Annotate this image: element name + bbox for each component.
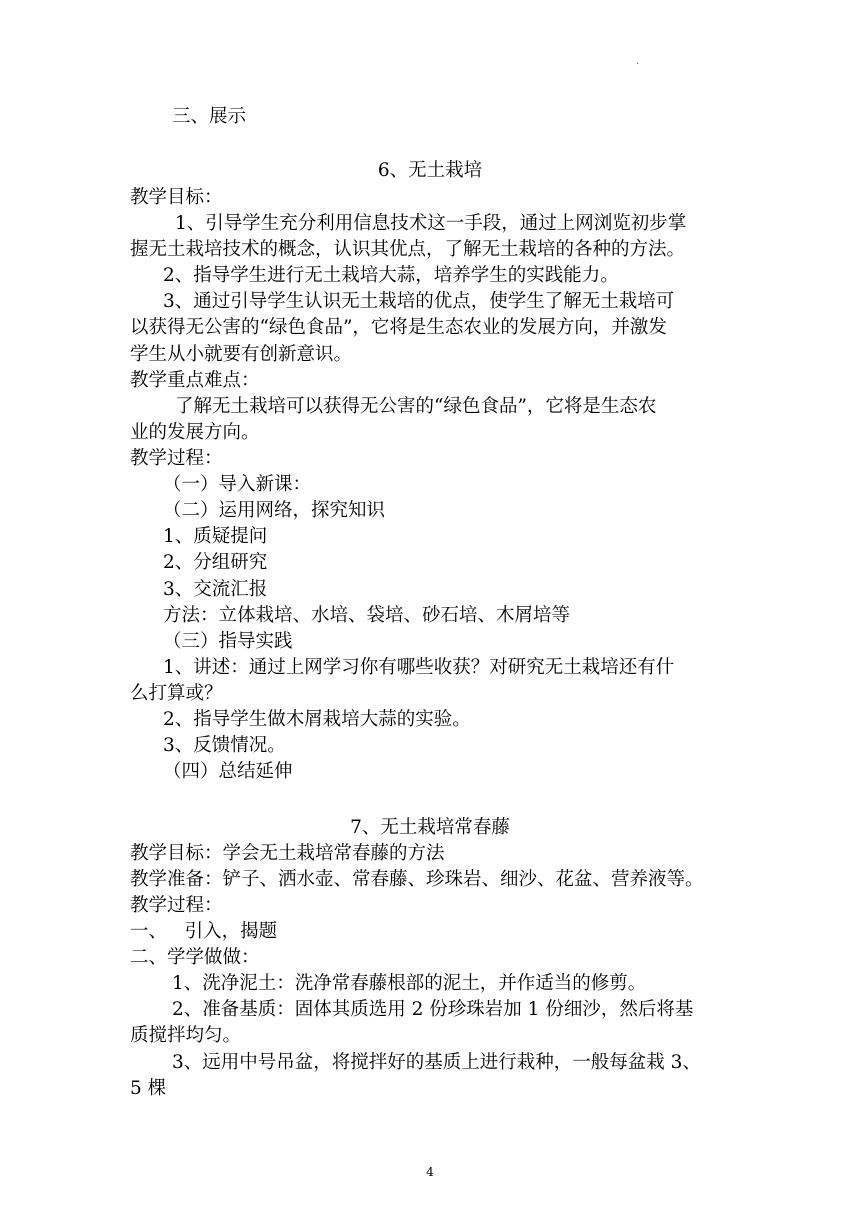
lesson7-step2-item2-line1: 2、准备基质：固体其质选用 2 份珍珠岩加 1 份细沙，然后将基 — [172, 999, 694, 1020]
lesson6-key-label: 教学重点难点： — [130, 370, 260, 391]
lesson6-key-line1: 了解无土栽培可以获得无公害的“绿色食品”，它将是生态农 — [175, 396, 657, 417]
lesson6-step2-item2: 2、分组研究 — [163, 552, 268, 573]
lesson6-step3-item1-line1: 1、讲述：通过上网学习你有哪些收获？对研究无土栽培还有什 — [163, 657, 675, 678]
lesson6-goal2: 2、指导学生进行无土栽培大蒜，培养学生的实践能力。 — [163, 265, 619, 286]
lesson6-step1: （一）导入新课： — [163, 474, 312, 495]
lesson6-goal-label: 教学目标： — [130, 187, 223, 208]
header-dot: . — [636, 56, 640, 67]
lesson6-process-label: 教学过程： — [130, 448, 223, 469]
lesson7-title: 7、无土栽培常春藤 — [350, 817, 510, 838]
lesson6-step2-item1: 1、质疑提问 — [163, 526, 268, 547]
section-heading: 三、展示 — [172, 106, 247, 127]
lesson7-prep: 教学准备：铲子、洒水壶、常春藤、珍珠岩、细沙、花盆、营养液等。 — [130, 869, 704, 890]
lesson6-step4: （四）总结延伸 — [163, 761, 293, 782]
lesson6-goal3-line2: 以获得无公害的“绿色食品”，它将是生态农业的发展方向，并激发 — [130, 317, 667, 338]
lesson6-step2: （二）运用网络，探究知识 — [163, 500, 386, 521]
lesson6-goal3-line3: 学生从小就要有创新意识。 — [130, 344, 353, 365]
lesson6-goal1-line2: 握无土栽培技术的概念，认识其优点，了解无土栽培的各种的方法。 — [130, 239, 686, 260]
lesson6-step3-item2: 2、指导学生做木屑栽培大蒜的实验。 — [163, 709, 471, 730]
lesson7-step1: 一、 引入，揭题 — [130, 921, 278, 942]
lesson7-process-label: 教学过程： — [130, 895, 223, 916]
lesson6-step3-item1-line2: 么打算或？ — [130, 683, 223, 704]
lesson7-goal: 教学目标：学会无土栽培常春藤的方法 — [130, 843, 445, 864]
lesson6-goal1-line1: 1、引导学生充分利用信息技术这一手段，通过上网浏览初步掌 — [175, 213, 687, 234]
lesson6-title: 6、无土栽培 — [377, 160, 483, 181]
lesson6-key-line2: 业的发展方向。 — [130, 422, 260, 443]
lesson7-step2-item2-line2: 质搅拌均匀。 — [130, 1025, 242, 1046]
page-number: 4 — [426, 1165, 434, 1179]
lesson6-goal3-line1: 3、通过引导学生认识无土栽培的优点，使学生了解无土栽培可 — [163, 291, 675, 312]
lesson7-step2: 二、学学做做： — [130, 947, 260, 968]
lesson7-step2-item3-line2: 5 棵 — [130, 1078, 167, 1099]
lesson6-step2-method: 方法：立体栽培、水培、袋培、砂石培、木屑培等 — [163, 605, 571, 626]
lesson6-step3-item3: 3、反馈情况。 — [163, 735, 286, 756]
lesson6-step3: （三）指导实践 — [163, 631, 293, 652]
lesson7-step2-item3-line1: 3、远用中号吊盆，将搅拌好的基质上进行栽种，一般每盆栽 3、 — [172, 1052, 701, 1073]
lesson6-step2-item3: 3、交流汇报 — [163, 579, 268, 600]
lesson7-step2-item1: 1、洗净泥土：洗净常春藤根部的泥土，并作适当的修剪。 — [172, 973, 647, 994]
